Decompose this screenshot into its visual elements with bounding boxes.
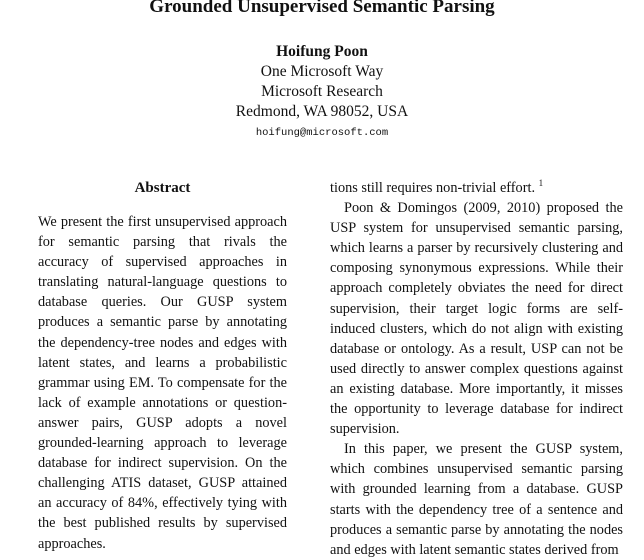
body-paragraph-gusp: In this paper, we present the GUSP system, which combines unsupervised semantic parsing with grounded learning from a database. GUSP starts with the dependency tree of a sentence and produces a semantic parse by annotating the nodes and edges with latent semantic states derived from (330, 441, 623, 558)
author-block (0, 42, 644, 142)
author-address-line2: Microsoft Research (261, 83, 383, 100)
abstract-heading: Abstract (134, 180, 191, 196)
paper-title: Grounded Unsupervised Semantic Parsing (149, 0, 495, 17)
abstract-column (38, 178, 287, 554)
author-address-line3: Redmond, WA 98052, USA (235, 103, 409, 120)
body-paragraph-continued (330, 178, 623, 198)
abstract-text: We present the first unsupervised approach for semantic parsing that rivals the accuracy of supervised approaches in translating natural-language questions to database queries. Our GUSP system produces a semantic parse by annotating the dependency-tree nodes and edges with latent states, and learns a probabilistic grammar using EM. To compensate for the lack of example annotations or question-answer pairs, GUSP adopts a novel grounded-learning approach to leverage database for indirect supervision. On the challenging ATIS dataset, GUSP attained an accuracy of 84%, effectively tying with the best published results by supervised approaches. (38, 214, 287, 552)
author-name: Hoifung Poon (276, 43, 368, 60)
author-email: hoifung@microsoft.com (255, 127, 389, 139)
author-address-line1: One Microsoft Way (260, 63, 384, 80)
footnote-marker: 1 (538, 178, 544, 188)
body-paragraph-usp: Poon & Domingos (2009, 2010) proposed the USP system for unsupervised semantic parsing, which learns a parser by recursively clustering and composing synonymous expressions. While their approach completely obviates the need for direct supervision, their target logic forms are self-induced clusters, which do not align with existing database or ontology. As a result, USP can not be used directly to answer complex questions against an existing database. More importantly, it misses the opportunity to leverage database for indirect supervision. (330, 200, 623, 438)
body-column (330, 178, 623, 560)
body-paragraph-continued-text: tions still requires non-trivial effort. (330, 180, 536, 196)
